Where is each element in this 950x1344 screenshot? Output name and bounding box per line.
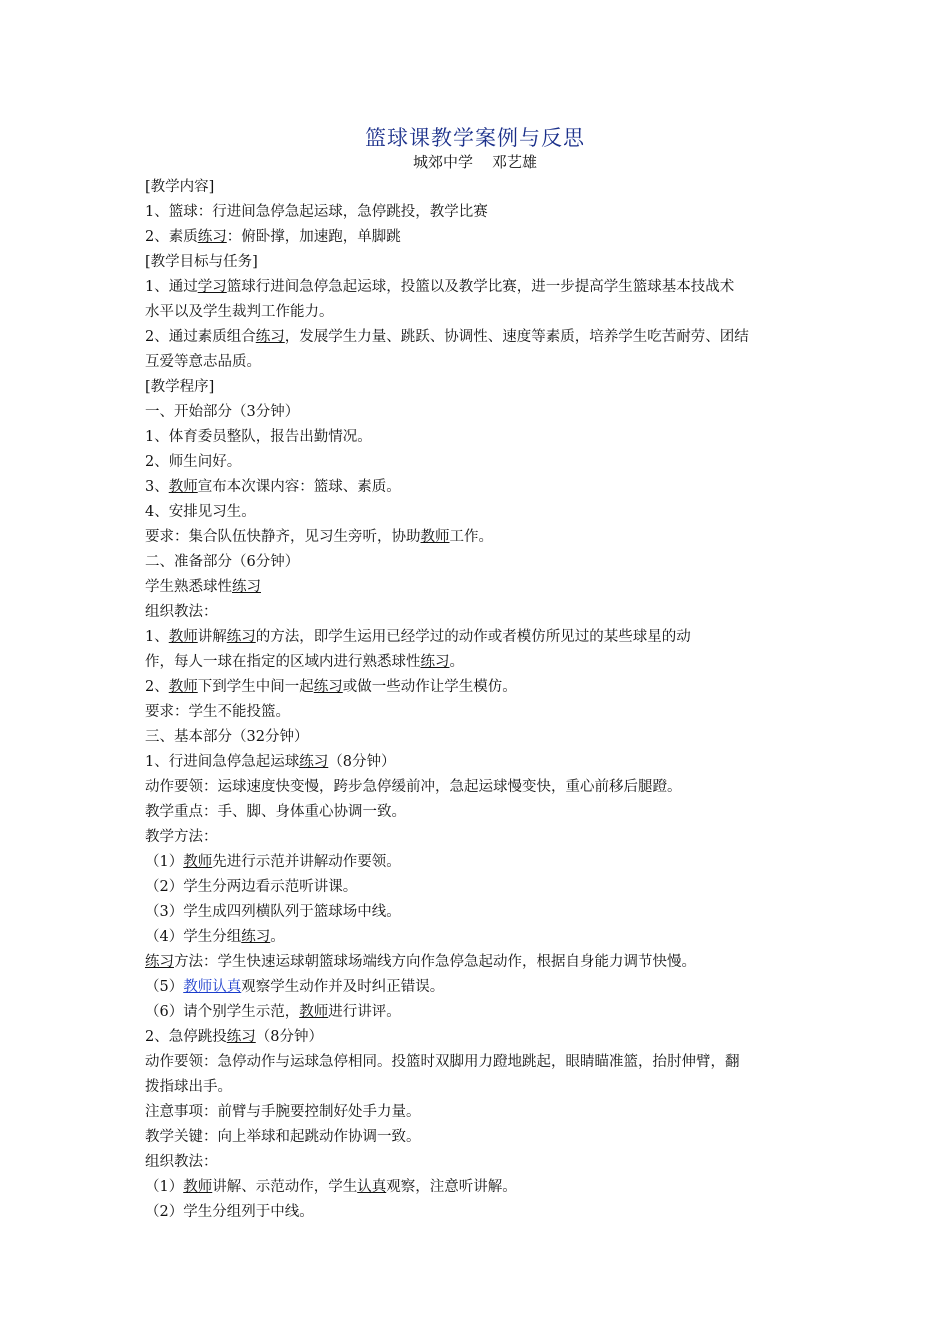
underlined-term: 教师 bbox=[168, 479, 198, 495]
text-segment: 水平以及学生裁判工作能力。 bbox=[145, 304, 334, 320]
text-line bbox=[145, 200, 810, 225]
text-segment: （2）学生分组列于中线。 bbox=[145, 1204, 314, 1220]
text-segment: 先进行示范并讲解动作要领。 bbox=[212, 854, 401, 870]
text-segment: 要求：集合队伍快静齐，见习生旁听，协助 bbox=[145, 529, 421, 545]
text-segment: 。 bbox=[270, 929, 285, 945]
text-segment: 动作要领：急停动作与运球急停相同。投篮时双脚用力蹬地跳起，眼睛瞄准篮，抬肘伸臂，翻 bbox=[145, 1054, 740, 1070]
text-segment: 讲解、示范动作，学生 bbox=[212, 1179, 358, 1195]
text-segment: 要求：学生不能投篮。 bbox=[145, 704, 290, 720]
text-segment: 的方法，即学生运用已经学过的动作或者模仿所见过的某些球星的动 bbox=[255, 629, 691, 645]
text-segment: （4）学生分组 bbox=[145, 929, 242, 945]
text-line bbox=[145, 550, 810, 575]
text-line bbox=[145, 1125, 810, 1150]
text-segment: （5） bbox=[145, 979, 184, 995]
text-segment: 一、开始部分（3分钟） bbox=[145, 404, 300, 420]
text-segment: 2、急停跳投 bbox=[145, 1029, 227, 1045]
text-segment: 篮球行进间急停急起运球，投篮以及教学比赛，进一步提高学生篮球基本技战术 bbox=[226, 279, 735, 295]
text-segment: 动作要领：运球速度快变慢，跨步急停缓前冲，急起运球慢变快，重心前移后腿蹬。 bbox=[145, 779, 682, 795]
text-line bbox=[145, 600, 810, 625]
text-line bbox=[145, 875, 810, 900]
text-link[interactable]: 教师认真 bbox=[183, 979, 242, 995]
underlined-term: 练习 bbox=[255, 329, 285, 345]
text-segment: 三、基本部分（32分钟） bbox=[145, 729, 309, 745]
text-line bbox=[145, 375, 810, 400]
text-segment: 4、安排见习生。 bbox=[145, 504, 256, 520]
text-line bbox=[145, 475, 810, 500]
text-segment: （2）学生分两边看示范听讲课。 bbox=[145, 879, 358, 895]
underlined-term: 教师 bbox=[299, 1004, 329, 1020]
text-segment: （8分钟） bbox=[255, 1029, 323, 1045]
text-segment: 教学重点：手、脚、身体重心协调一致。 bbox=[145, 804, 406, 820]
underlined-term: 练习 bbox=[226, 1029, 256, 1045]
text-segment: 观察，注意听讲解。 bbox=[386, 1179, 517, 1195]
underlined-term: 教师 bbox=[168, 629, 198, 645]
text-segment: （8分钟） bbox=[328, 754, 396, 770]
text-segment: 2、 bbox=[145, 679, 169, 695]
underlined-term: 教师 bbox=[420, 529, 450, 545]
underlined-term: 练习 bbox=[232, 579, 261, 595]
underlined-term: 练习 bbox=[241, 929, 271, 945]
text-line bbox=[145, 650, 810, 675]
underlined-term: 学习 bbox=[197, 279, 227, 295]
text-line bbox=[145, 975, 810, 1000]
text-line bbox=[145, 450, 810, 475]
text-segment: 二、准备部分（6分钟） bbox=[145, 554, 300, 570]
text-segment: 1、 bbox=[145, 629, 169, 645]
text-segment: [教学程序] bbox=[145, 379, 215, 395]
text-line bbox=[145, 575, 810, 600]
underlined-term: 教师 bbox=[183, 854, 213, 870]
text-segment: 1、篮球：行进间急停急起运球，急停跳投，教学比赛 bbox=[145, 204, 488, 220]
text-segment: （1） bbox=[145, 1179, 184, 1195]
text-line bbox=[145, 325, 810, 350]
text-line bbox=[145, 1100, 810, 1125]
text-line bbox=[145, 425, 810, 450]
text-segment: 1、行进间急停急起运球 bbox=[145, 754, 300, 770]
text-segment: （1） bbox=[145, 854, 184, 870]
text-segment: 或做一些动作让学生模仿。 bbox=[342, 679, 517, 695]
text-segment: （6）请个别学生示范， bbox=[145, 1004, 300, 1020]
text-segment: （3）学生成四列横队列于篮球场中线。 bbox=[145, 904, 401, 920]
text-segment: 2、师生问好。 bbox=[145, 454, 242, 470]
text-line bbox=[145, 800, 810, 825]
document-title: 篮球课教学案例与反思 bbox=[365, 126, 585, 150]
text-segment: ，发展学生力量、跳跃、协调性、速度等素质，培养学生吃苦耐劳、团结 bbox=[284, 329, 749, 345]
underlined-term: 练习 bbox=[420, 654, 450, 670]
text-segment: 2、通过素质组合 bbox=[145, 329, 256, 345]
text-segment: 拨指球出手。 bbox=[145, 1079, 232, 1095]
document-author: 城郊中学 邓艺雄 bbox=[412, 153, 538, 171]
text-line bbox=[145, 175, 810, 200]
underlined-term: 练习 bbox=[299, 754, 329, 770]
text-segment: 学生熟悉球性 bbox=[145, 579, 232, 595]
underlined-term: 练习 bbox=[226, 629, 256, 645]
text-segment: 方法：学生快速运球朝篮球场端线方向作急停急起动作，根据自身能力调节快慢。 bbox=[174, 954, 696, 970]
text-segment: 教学关键：向上举球和起跳动作协调一致。 bbox=[145, 1129, 421, 1145]
text-line bbox=[145, 675, 810, 700]
text-line bbox=[145, 625, 810, 650]
text-line bbox=[145, 900, 810, 925]
text-line bbox=[145, 225, 810, 250]
text-line bbox=[145, 350, 810, 375]
text-line bbox=[145, 1050, 810, 1075]
text-line bbox=[145, 525, 810, 550]
text-segment: 组织教法： bbox=[145, 604, 218, 620]
text-line bbox=[145, 700, 810, 725]
text-line bbox=[145, 725, 810, 750]
document-body bbox=[145, 175, 810, 1225]
text-segment: 1、体育委员整队，报告出勤情况。 bbox=[145, 429, 372, 445]
text-line bbox=[145, 500, 810, 525]
text-segment: 2、素质 bbox=[145, 229, 198, 245]
text-segment: 观察学生动作并及时纠正错误。 bbox=[241, 979, 445, 995]
text-line bbox=[145, 775, 810, 800]
text-segment: [教学内容] bbox=[145, 179, 215, 195]
text-segment: 下到学生中间一起 bbox=[197, 679, 314, 695]
text-segment: 工作。 bbox=[449, 529, 493, 545]
text-line bbox=[145, 1000, 810, 1025]
text-line bbox=[145, 300, 810, 325]
text-line bbox=[145, 950, 810, 975]
text-line bbox=[145, 400, 810, 425]
text-line bbox=[145, 750, 810, 775]
text-line bbox=[145, 275, 810, 300]
text-segment: 组织教法： bbox=[145, 1154, 218, 1170]
text-segment: ：俯卧撑，加速跑，单脚跳 bbox=[226, 229, 401, 245]
text-line bbox=[145, 250, 810, 275]
text-segment: 教学方法： bbox=[145, 829, 218, 845]
text-line bbox=[145, 1150, 810, 1175]
text-segment: 互爱等意志品质。 bbox=[145, 354, 261, 370]
text-segment: 注意事项：前臂与手腕要控制好处手力量。 bbox=[145, 1104, 421, 1120]
text-segment: 。 bbox=[449, 654, 464, 670]
underlined-term: 认真 bbox=[357, 1179, 387, 1195]
text-segment: 3、 bbox=[145, 479, 169, 495]
underlined-term: 教师 bbox=[183, 1179, 213, 1195]
text-segment: 讲解 bbox=[197, 629, 227, 645]
text-segment: 作，每人一球在指定的区域内进行熟悉球性 bbox=[145, 654, 421, 670]
text-segment: 1、通过 bbox=[145, 279, 198, 295]
text-line bbox=[145, 1025, 810, 1050]
text-line bbox=[145, 1175, 810, 1200]
text-line bbox=[145, 825, 810, 850]
underlined-term: 练习 bbox=[313, 679, 343, 695]
text-line bbox=[145, 1075, 810, 1100]
text-segment: 宣布本次课内容：篮球、素质。 bbox=[197, 479, 401, 495]
text-segment: 进行讲评。 bbox=[328, 1004, 401, 1020]
text-line bbox=[145, 925, 810, 950]
text-line bbox=[145, 850, 810, 875]
underlined-term: 练习 bbox=[197, 229, 227, 245]
text-line bbox=[145, 1200, 810, 1225]
text-segment: [教学目标与任务] bbox=[145, 254, 258, 270]
underlined-term: 练习 bbox=[145, 954, 174, 970]
underlined-term: 教师 bbox=[168, 679, 198, 695]
